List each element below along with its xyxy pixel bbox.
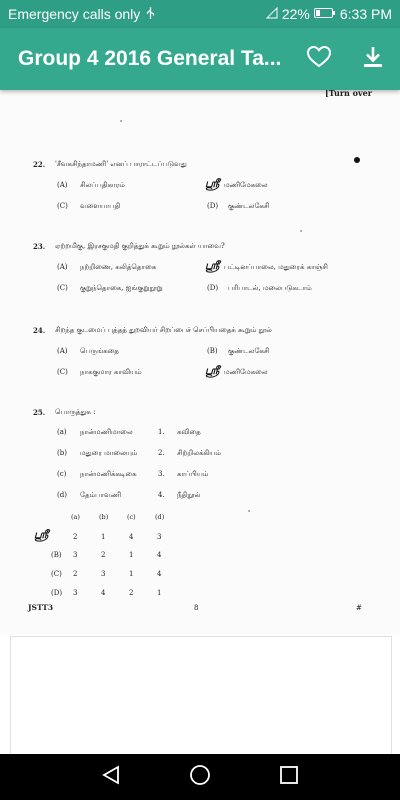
q22-c-label: (C) [57,202,68,210]
q25-row-d-left: தேம்பாவணி [80,491,122,499]
q25-header-b: (b) [99,513,109,521]
q23-number: 23. [33,242,46,251]
q24-a-label: (A) [57,347,68,355]
page-footer-code: JSTT3 [28,603,54,612]
turn-over-label: [Turn over [325,90,372,98]
q25-row-d-right: நீதிநூல் [177,491,201,499]
home-circle-icon [189,764,211,790]
status-bar [0,0,400,28]
q24-b-label: (B) [207,347,218,355]
status-left [8,6,155,22]
q22-d-label: (D) [207,202,219,210]
q25-opt-d-v3: 2 [129,589,134,597]
signal-icon [266,6,278,22]
heart-outline-icon [307,46,331,72]
q23-text: ஏற்றமிகு, இரசகுமதி குறித்துக் கூறும் நூல்கள் யாவை? [55,242,225,250]
clock: 6:33 PM [339,6,392,22]
q24-c-label: (C) [57,368,68,376]
q25-row-a-left: நான்மணிமாலை [80,428,133,436]
q24-number: 24. [33,326,46,335]
q25-opt-b-v2: 2 [101,551,106,559]
battery-percent: 22% [281,6,310,22]
q25-header-c: (c) [127,513,136,521]
q25-number: 25. [33,408,46,417]
q25-opt-c-v1: 2 [73,570,78,578]
usb-icon [146,6,155,22]
q25-opt-c-v4: 4 [157,570,162,578]
q25-opt-b-v3: 1 [129,551,134,559]
q22-text: 'சீவகசிந்தாமணி' எனப் பாராட்டப்படுவது [55,160,187,168]
back-triangle-icon [102,765,120,789]
q25-opt-b-v1: 3 [73,551,78,559]
app-bar [0,28,400,90]
q25-row-c-label: (c) [57,470,67,478]
battery-icon [314,6,336,22]
recents-square-icon [279,765,299,789]
q24-c-text: நாககுமார காவியம் [80,368,142,376]
q25-row-a-right: கவிதை [177,428,201,436]
q25-row-c-right: காப்பியம் [177,470,209,478]
q24-text: சிறந்த குடமைப் புத்தத் துறவியர் சிறப்பைச் செப்பியதைக் கூறும் நூல் [55,326,272,334]
q25-opt-c-v3: 1 [129,570,134,578]
q25-opt-a-v1: 2 [73,533,78,541]
q23-a-label: (A) [57,263,68,271]
q25-header-d: (d) [155,513,165,521]
status-right [266,6,392,22]
q22-c-text: வளையாபதி [80,202,121,210]
answer-mark-q23: ஸ்ரீ [205,259,220,272]
q22-a-text: சிலப்பதிகாரம் [80,181,125,189]
q25-row-a-label: (a) [57,428,67,436]
q25-row-a-num: 1. [158,428,165,436]
q22-a-label: (A) [57,181,68,189]
q25-opt-b-v4: 4 [157,551,162,559]
answer-mark-q24: ஸ்ரீ [205,364,220,377]
q25-opt-d-v2: 4 [101,589,106,597]
q23-c-label: (C) [57,284,68,292]
q25-opt-c-v2: 3 [101,570,106,578]
navigation-bar [0,754,400,800]
q25-row-c-num: 3. [158,470,165,478]
page-number: 8 [194,604,199,612]
download-icon [363,46,383,72]
answer-mark-q22: ஸ்ரீ [205,177,220,190]
page-footer-mark: # [356,604,362,612]
q24-d-text: மணிமேகலை [224,368,268,376]
q23-d-text: பரிபாடல், மலைபடுகடாம் [228,284,312,292]
q25-row-d-num: 4. [158,491,165,499]
q25-opt-d-v1: 3 [73,589,78,597]
q25-opt-a-v4: 3 [157,533,162,541]
q23-d-label: (D) [207,284,219,292]
q25-row-b-num: 2. [158,449,165,457]
q25-row-d-label: (d) [57,491,67,499]
q22-number: 22. [33,160,46,169]
q25-opt-d-label: (D) [51,589,63,597]
q25-text: பொருத்துக : [55,408,96,416]
q24-a-text: பெருங்கதை [80,347,119,355]
q25-opt-a-v2: 1 [101,533,106,541]
q25-opt-a-v3: 4 [129,533,134,541]
q23-c-text: குறுந்தொகை, ஐங்குறுநூறு [80,284,163,292]
app-title: Group 4 2016 General Ta... [18,47,282,70]
q22-d-text: குண்டலகேசி [228,202,270,210]
q25-opt-b-label: (B) [51,551,62,559]
next-pdf-page[interactable] [10,636,392,755]
pdf-page[interactable] [0,90,400,635]
q25-row-c-left: நான்மணிக்கடிகை [80,470,137,478]
download-button[interactable] [357,43,389,75]
q25-header-a: (a) [71,513,80,521]
q25-row-b-left: மதுரை மாலையும் [80,449,138,457]
q25-opt-d-v4: 1 [157,589,162,597]
favorite-button[interactable] [303,43,335,75]
carrier-text: Emergency calls only [8,6,141,22]
q22-b-text: மணிமேகலை [224,181,268,189]
recents-button[interactable] [276,764,302,790]
home-button[interactable] [187,764,213,790]
q23-b-text: பட்டினப்பாலை, மதுரைக் காஞ்சி [224,263,328,271]
answer-mark-q25: ஸ்ரீ [34,528,49,541]
q23-a-text: நற்றிணை, கலித்தொகை [80,263,157,271]
q25-row-b-right: சிற்றிலக்கியம் [177,449,221,457]
back-button[interactable] [98,764,124,790]
q24-b-text: குண்டலகேசி [228,347,270,355]
q25-opt-c-label: (C) [51,570,62,578]
q25-row-b-label: (b) [57,449,67,457]
